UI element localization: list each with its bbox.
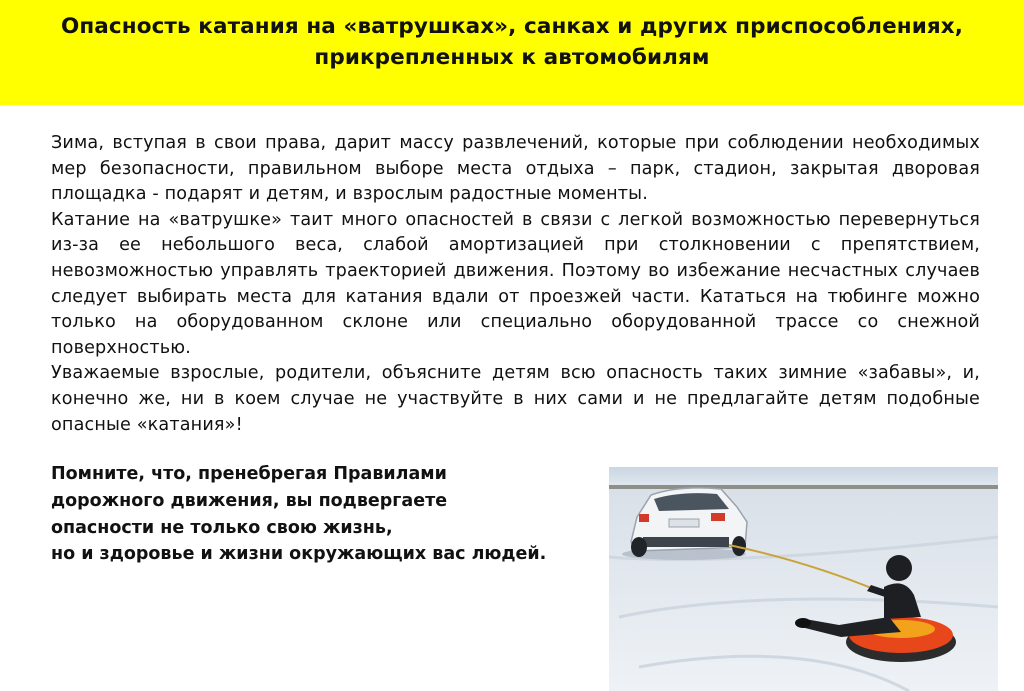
horizon	[609, 485, 998, 489]
page-title	[0, 0, 1024, 73]
warning-block	[51, 461, 611, 568]
page-title-line-1: Опасность катания на «ватрушках», санках и других приспособлениях,	[60, 14, 964, 39]
paragraph-appeal: Уважаемые взрослые, родители, объясните детям всю опасность таких зимние «забавы», и, конечно же, ни в коем случае не участвуйте в них сами и не предлагайте детям подобные опасные «катания»!	[51, 363, 980, 435]
car	[631, 488, 747, 557]
warning-line-4: но и здоровье и жизни окружающих вас людей.	[51, 544, 547, 565]
car-towing-snow-tube-photo	[609, 467, 998, 691]
warning-line-3: опасности не только свою жизнь,	[51, 517, 393, 538]
paragraph-dangers: Катание на «ватрушке» таит много опасностей в связи с легкой возможностью перевернуться из-за ее небольшого веса, слабой амортизацией при столкновении с препятствием, невозможностью управлять траекторией движения. Поэтому во избежание несчастных случаев следует выбирать места для катания вдали от проезжей части. Кататься на тюбинге можно только на оборудованном склоне или специально оборудованной трассе со снежной поверхностью.	[51, 209, 980, 358]
warning-line-2: дорожного движения, вы подвергаете	[51, 490, 448, 511]
paragraph-intro: Зима, вступая в свои права, дарит массу развлечений, которые при соблюдении необходимых мер безопасности, правильном выборе места отдыха – парк, стадион, закрытая дворовая площадка - подарят и детям, и взрослым радостные моменты.	[51, 133, 980, 205]
page-title-line-2: прикрепленных к автомобилям	[314, 45, 710, 70]
warning-line-1: Помните, что, пренебрегая Правилами	[51, 464, 447, 484]
title-banner	[0, 0, 1024, 105]
article-body	[51, 131, 980, 438]
